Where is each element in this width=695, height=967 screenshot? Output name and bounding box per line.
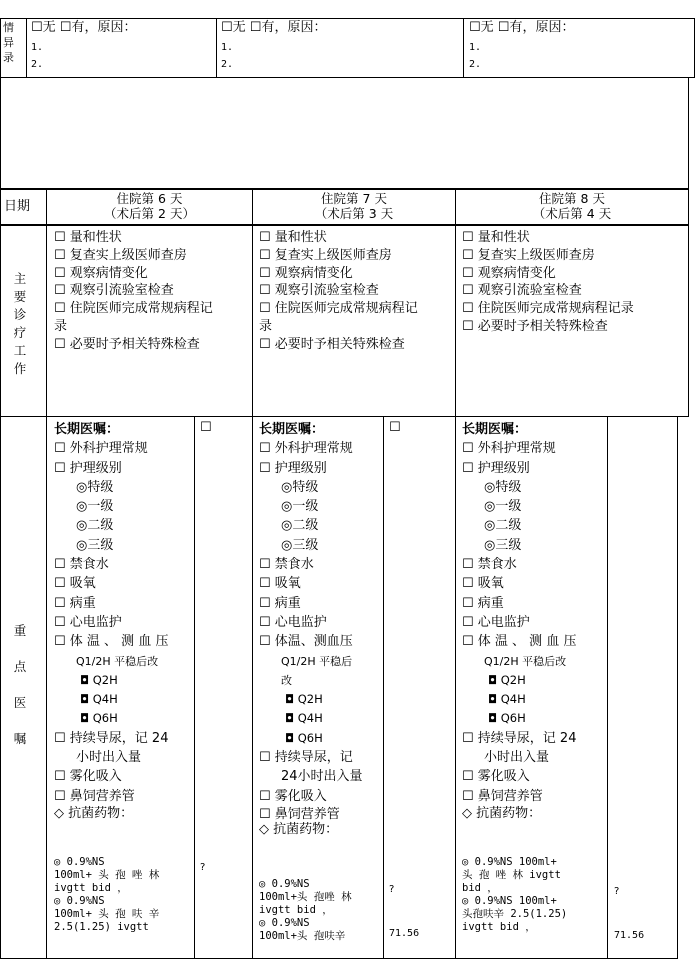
- top-col-1-item-1: 1.: [31, 42, 44, 53]
- divider: [607, 416, 608, 958]
- col-3-drug: ◎ 0.9%NS 100ml+ 头 孢 唑 林 ivgtt bid ， ◎ 0.9%NS 100ml+ 头孢呋辛 2.5(1.25) ivgtt bid ，: [462, 856, 568, 933]
- divider: [677, 416, 678, 959]
- divider: [0, 416, 689, 417]
- col-2-side-value-2: 71.56: [389, 928, 420, 939]
- top-col-1-item-2: 2.: [31, 59, 44, 70]
- top-col-2-item-2: 2.: [221, 59, 234, 70]
- day-8-header: 住院第 8 天 （术后第 4 天: [532, 191, 612, 221]
- day-7-header: 住院第 7 天 （术后第 3 天: [314, 191, 394, 221]
- col-1-drug: ◎ 0.9%NS 100ml+ 头 孢 唑 林 ivgtt bid ， ◎ 0.9%NS 100ml+ 头 孢 呋 辛 2.5(1.25) ivgtt: [54, 856, 160, 933]
- orders-col-2: 长期医嘱： ☐ 外科护理常规 ☐ 护理级别 ◎特级 ◎一级 ◎二级 ◎三级 ☐ 禁食水 ☐ 吸氧 ☐ 病重 ☐ 心电监护 ☐ 体温、测血压 Q1/2H 平稳后 改 ◘ Q2H ◘ Q4H ◘ Q6H ☐ 持续导尿，记 24小时出入量 ☐ 雾化吸入 ☐ 鼻饲营养管 ◇ 抗菌药物：: [259, 422, 363, 837]
- day-6-header: 住院第 6 天 （术后第 2 天）: [104, 191, 195, 221]
- col-3-side-value-2: 71.56: [614, 930, 645, 941]
- work-col-1: ☐ 量和性状 ☐ 复查实上级医师查房 ☐ 观察病情变化 ☐ 观察引流验室检查 ☐ 住院医师完成常规病程记 录 ☐ 必要时予相关特殊检查: [54, 230, 213, 352]
- divider: [383, 416, 384, 958]
- divider: [688, 188, 689, 416]
- divider: [26, 18, 27, 78]
- divider: [0, 958, 678, 959]
- orders-label: 重 点 医 嘱: [13, 623, 27, 746]
- top-col-1-title: ☐无 ☐有，原因：: [31, 20, 137, 35]
- col-2-box: ☐: [389, 420, 401, 435]
- top-col-2-title: ☐无 ☐有，原因：: [221, 20, 327, 35]
- orders-col-3: 长期医嘱： ☐ 外科护理常规 ☐ 护理级别 ◎特级 ◎一级 ◎二级 ◎三级 ☐ 禁食水 ☐ 吸氧 ☐ 病重 ☐ 心电监护 ☐ 体 温 、 测 血 压 Q1/2H 平稳后改 ◘ Q2H ◘ Q4H ◘ Q6H ☐ 持续导尿，记 24 小时出入量 ☐ 雾化吸入 ☐ 鼻饲营养管 ◇ 抗菌药物：: [462, 422, 577, 821]
- work-col-2: ☐ 量和性状 ☐ 复查实上级医师查房 ☐ 观察病情变化 ☐ 观察引流验室检查 ☐ 住院医师完成常规病程记 录 ☐ 必要时予相关特殊检查: [259, 230, 418, 352]
- divider: [455, 188, 456, 959]
- divider: [216, 18, 217, 78]
- col-2-side-value: ?: [389, 884, 395, 895]
- top-side-label: 情 异 录: [3, 21, 14, 64]
- divider: [252, 188, 253, 959]
- top-col-3-title: ☐无 ☐有，原因：: [469, 20, 575, 35]
- top-col-3-item-2: 2.: [469, 59, 482, 70]
- blank-area: [0, 77, 689, 189]
- divider: [194, 416, 195, 958]
- top-col-3-item-1: 1.: [469, 42, 482, 53]
- col-1-side-value: ?: [200, 862, 206, 873]
- date-label: 日期: [4, 199, 31, 214]
- divider: [0, 188, 1, 959]
- divider: [463, 18, 464, 78]
- col-1-box: ☐: [200, 420, 212, 435]
- col-2-drug: ◎ 0.9%NS 100ml+头 孢唑 林 ivgtt bid ， ◎ 0.9%NS 100ml+头 孢呋辛: [259, 878, 352, 942]
- divider: [46, 188, 47, 959]
- work-col-3: ☐ 量和性状 ☐ 复查实上级医师查房 ☐ 观察病情变化 ☐ 观察引流验室检查 ☐ 住院医师完成常规病程记录 ☐ 必要时予相关特殊检查: [462, 230, 634, 334]
- col-3-side-value: ?: [614, 886, 620, 897]
- orders-col-1: 长期医嘱： ☐ 外科护理常规 ☐ 护理级别 ◎特级 ◎一级 ◎二级 ◎三级 ☐ 禁食水 ☐ 吸氧 ☐ 病重 ☐ 心电监护 ☐ 体 温 、 测 血 压 Q1/2H 平稳后改 ◘ Q2H ◘ Q4H ◘ Q6H ☐ 持续导尿，记 24 小时出入量 ☐ 雾化吸入 ☐ 鼻饲营养管 ◇ 抗菌药物：: [54, 422, 169, 821]
- top-col-2-item-1: 1.: [221, 42, 234, 53]
- work-label: 主 要 诊 疗 工 作: [13, 271, 27, 376]
